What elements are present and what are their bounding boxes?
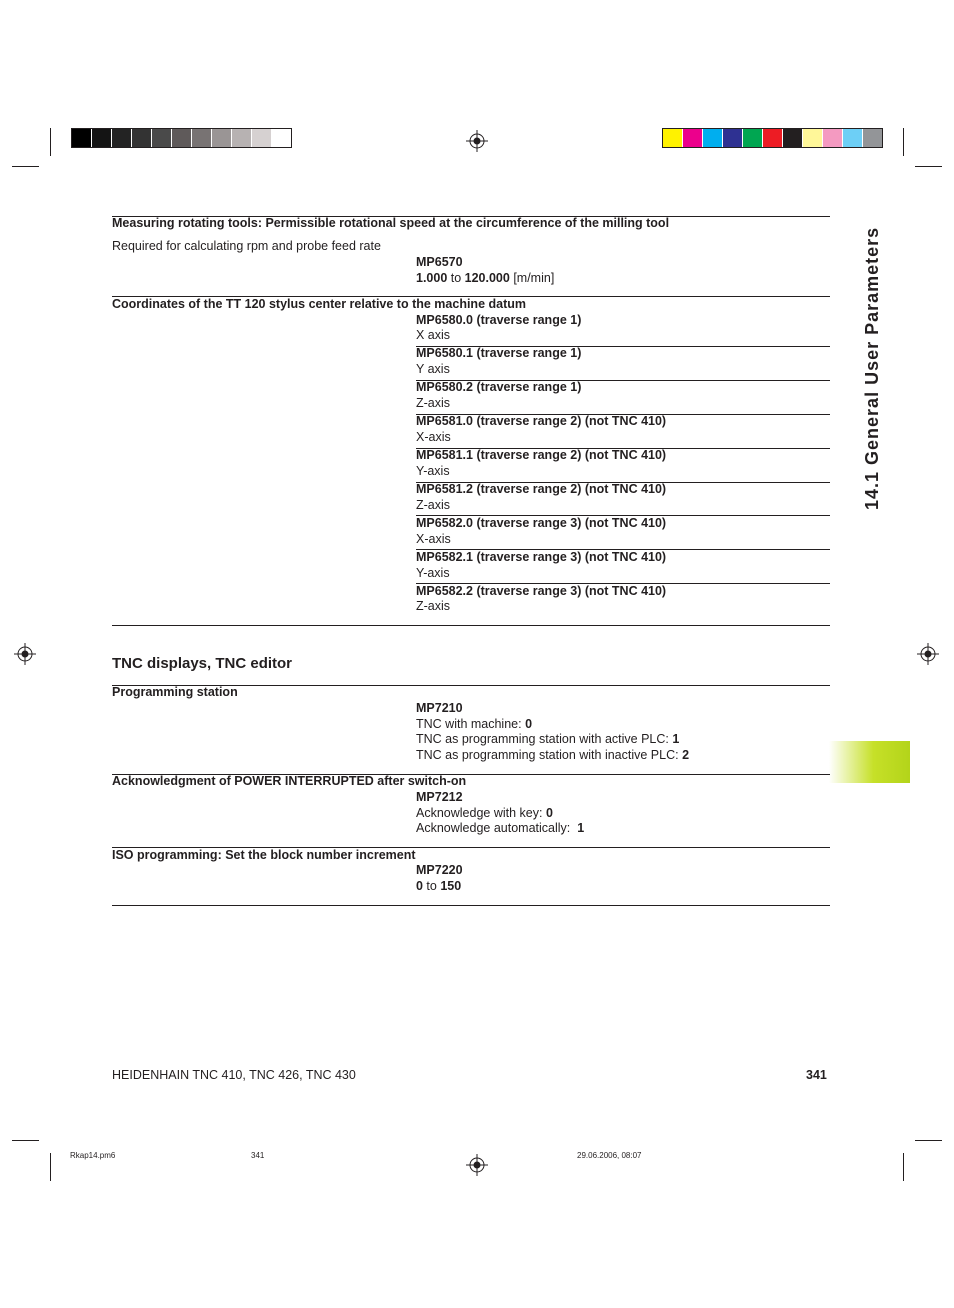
registration-mark-icon bbox=[466, 1154, 488, 1176]
slug-page: 341 bbox=[251, 1151, 265, 1160]
parameter-option: TNC as programming station with active PLC: 1 bbox=[416, 732, 680, 746]
registration-mark-icon bbox=[466, 130, 488, 152]
parameter-name: MP6580.1 (traverse range 1) bbox=[416, 346, 582, 360]
color-swatch bbox=[743, 129, 763, 147]
parameter-name: MP6582.2 (traverse range 3) (not TNC 410) bbox=[416, 584, 667, 598]
color-swatch bbox=[683, 129, 703, 147]
parameter-desc: Z-axis bbox=[416, 396, 451, 410]
section-title: Measuring rotating tools: Permissible rotational speed at the circumference of the milling tool bbox=[112, 216, 670, 230]
parameter-name: MP6582.0 (traverse range 3) (not TNC 410) bbox=[416, 516, 667, 530]
crop-mark bbox=[12, 1140, 39, 1141]
section-title: ISO programming: Set the block number increment bbox=[112, 848, 416, 862]
color-swatch bbox=[212, 129, 232, 147]
parameter-name: MP7212 bbox=[416, 790, 463, 804]
color-swatch bbox=[803, 129, 823, 147]
parameter-option: TNC with machine: 0 bbox=[416, 717, 533, 731]
parameter-name: MP6580.2 (traverse range 1) bbox=[416, 380, 582, 394]
parameter-range: 0 to 150 bbox=[416, 879, 462, 893]
parameter-desc: X axis bbox=[416, 328, 451, 342]
crop-mark bbox=[12, 166, 39, 167]
color-swatch bbox=[152, 129, 172, 147]
rule bbox=[112, 905, 830, 906]
color-swatch bbox=[232, 129, 252, 147]
color-swatch bbox=[132, 129, 152, 147]
crop-mark bbox=[903, 128, 904, 156]
color-swatch bbox=[72, 129, 92, 147]
parameter-desc: X-axis bbox=[416, 532, 451, 546]
color-swatch bbox=[763, 129, 783, 147]
parameter-range: 1.000 to 120.000 [m/min] bbox=[416, 271, 555, 285]
color-swatch bbox=[663, 129, 683, 147]
color-swatch bbox=[723, 129, 743, 147]
parameter-desc: Z-axis bbox=[416, 599, 451, 613]
rule bbox=[112, 625, 830, 626]
parameter-option: Acknowledge automatically: 1 bbox=[416, 821, 585, 835]
crop-mark bbox=[915, 166, 942, 167]
color-swatch bbox=[112, 129, 132, 147]
parameter-name: MP6581.1 (traverse range 2) (not TNC 410) bbox=[416, 448, 667, 462]
parameter-desc: Z-axis bbox=[416, 498, 451, 512]
crop-mark bbox=[903, 1153, 904, 1181]
color-swatch bbox=[783, 129, 803, 147]
color-swatch bbox=[863, 129, 882, 147]
slug-filename: Rkap14.pm6 bbox=[70, 1151, 116, 1160]
parameter-name: MP7220 bbox=[416, 863, 463, 877]
crop-mark bbox=[50, 1153, 51, 1181]
crop-mark bbox=[915, 1140, 942, 1141]
registration-mark-icon bbox=[14, 643, 36, 665]
section-heading: TNC displays, TNC editor bbox=[112, 655, 293, 672]
color-swatch bbox=[703, 129, 723, 147]
parameter-name: MP7210 bbox=[416, 701, 463, 715]
footer-product: HEIDENHAIN TNC 410, TNC 426, TNC 430 bbox=[112, 1068, 356, 1082]
color-swatch bbox=[272, 129, 291, 147]
parameter-name: MP6581.2 (traverse range 2) (not TNC 410) bbox=[416, 482, 667, 496]
section-note: Required for calculating rpm and probe feed rate bbox=[112, 239, 381, 253]
parameter-name: MP6581.0 (traverse range 2) (not TNC 410) bbox=[416, 414, 667, 428]
color-swatch bbox=[172, 129, 192, 147]
section-title: Acknowledgment of POWER INTERRUPTED after switch-on bbox=[112, 774, 467, 788]
color-swatch bbox=[92, 129, 112, 147]
parameter-name: MP6582.1 (traverse range 3) (not TNC 410) bbox=[416, 550, 667, 564]
parameter-desc: Y axis bbox=[416, 362, 450, 376]
section-title: Programming station bbox=[112, 685, 238, 699]
parameter-desc: Y-axis bbox=[416, 464, 450, 478]
parameter-name: MP6570 bbox=[416, 255, 463, 269]
parameter-name: MP6580.0 (traverse range 1) bbox=[416, 313, 582, 327]
page-number: 341 bbox=[806, 1068, 827, 1082]
grayscale-color-bar bbox=[71, 128, 292, 148]
registration-mark-icon bbox=[917, 643, 939, 665]
slug-date: 29.06.2006, 08:07 bbox=[577, 1151, 642, 1160]
parameter-desc: X-axis bbox=[416, 430, 451, 444]
parameter-option: TNC as programming station with inactive PLC: 2 bbox=[416, 748, 690, 762]
color-swatch bbox=[823, 129, 843, 147]
chapter-tab bbox=[829, 741, 910, 783]
color-swatch bbox=[192, 129, 212, 147]
color-swatch bbox=[843, 129, 863, 147]
crop-mark bbox=[50, 128, 51, 156]
parameter-desc: Y-axis bbox=[416, 566, 450, 580]
process-color-bar bbox=[662, 128, 883, 148]
section-title: Coordinates of the TT 120 stylus center relative to the machine datum bbox=[112, 297, 526, 311]
color-swatch bbox=[252, 129, 272, 147]
parameter-option: Acknowledge with key: 0 bbox=[416, 806, 553, 820]
chapter-title: 14.1 General User Parameters bbox=[862, 226, 882, 510]
